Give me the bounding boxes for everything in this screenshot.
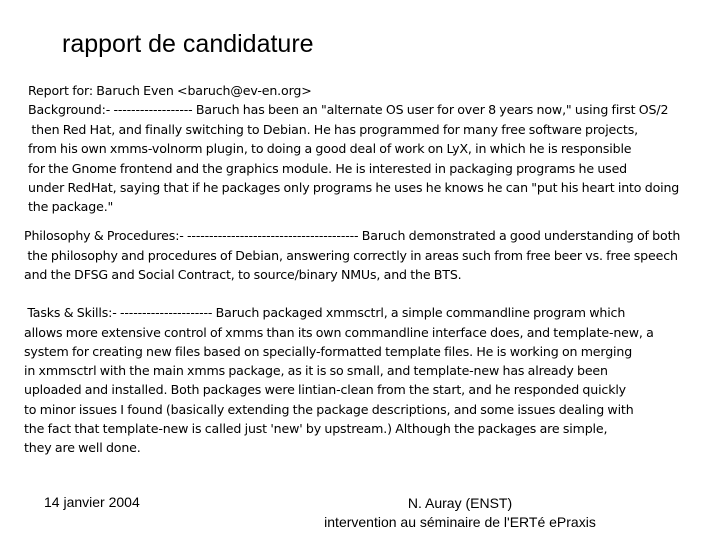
tasks-line: allows more extensive control of xmms than its own commandline interface does, and template-new, a xyxy=(24,325,654,340)
report-header-line: Report for: Baruch Even <baruch@ev-en.org> xyxy=(28,83,312,98)
footer-credits xyxy=(300,494,620,532)
footer-date: 14 janvier 2004 xyxy=(44,494,140,510)
background-section xyxy=(0,60,720,214)
background-line: from his own xmms-volnorm plugin, to doing a good deal of work on LyX, in which he is responsible xyxy=(28,141,632,156)
background-line: the package." xyxy=(28,199,114,214)
tasks-line: uploaded and installed. Both packages were lintian-clean from the start, and he responded quickly xyxy=(24,382,626,397)
philosophy-line: and the DFSG and Social Contract, to source/binary NMUs, and the BTS. xyxy=(24,267,462,282)
background-line: then Red Hat, and finally switching to Debian. He has programmed for many free software projects, xyxy=(28,122,638,137)
tasks-line: they are well done. xyxy=(24,440,141,455)
background-line: Background:- ------------------ Baruch has been an "alternate OS user for over 8 years now," using first OS/2 xyxy=(28,102,669,117)
slide-title: rapport de candidature xyxy=(62,30,314,58)
footer-author: N. Auray (ENST) xyxy=(407,495,513,511)
tasks-line: Tasks & Skills:- --------------------- Baruch packaged xmmsctrl, a simple commandline program which xyxy=(24,305,626,320)
tasks-line: to minor issues I found (basically extending the package descriptions, and some issues dealing with xyxy=(24,402,634,417)
philosophy-line: Philosophy & Procedures:- --------------------------------------- Baruch demonstrated a good understanding of both xyxy=(24,228,681,243)
background-line: for the Gnome frontend and the graphics module. He is interested in packaging programs he used xyxy=(28,161,628,176)
philosophy-section xyxy=(0,225,720,300)
background-line: under RedHat, saying that if he packages only programs he uses he knows he can "put his heart into doing xyxy=(28,180,680,195)
tasks-line: in xmmsctrl with the main xmms package, as it is so small, and template-new has already been xyxy=(24,363,608,378)
footer-event: intervention au séminaire de l'ERTé ePraxis xyxy=(324,514,596,530)
tasks-line: system for creating new files based on specially-formatted template files. He is working on merging xyxy=(24,344,633,359)
philosophy-line: the philosophy and procedures of Debian, answering correctly in areas such from free beer vs. free speech xyxy=(24,248,678,263)
tasks-section xyxy=(0,305,720,470)
tasks-line: the fact that template-new is called just 'new' by upstream.) Although the packages are simple, xyxy=(24,421,608,436)
